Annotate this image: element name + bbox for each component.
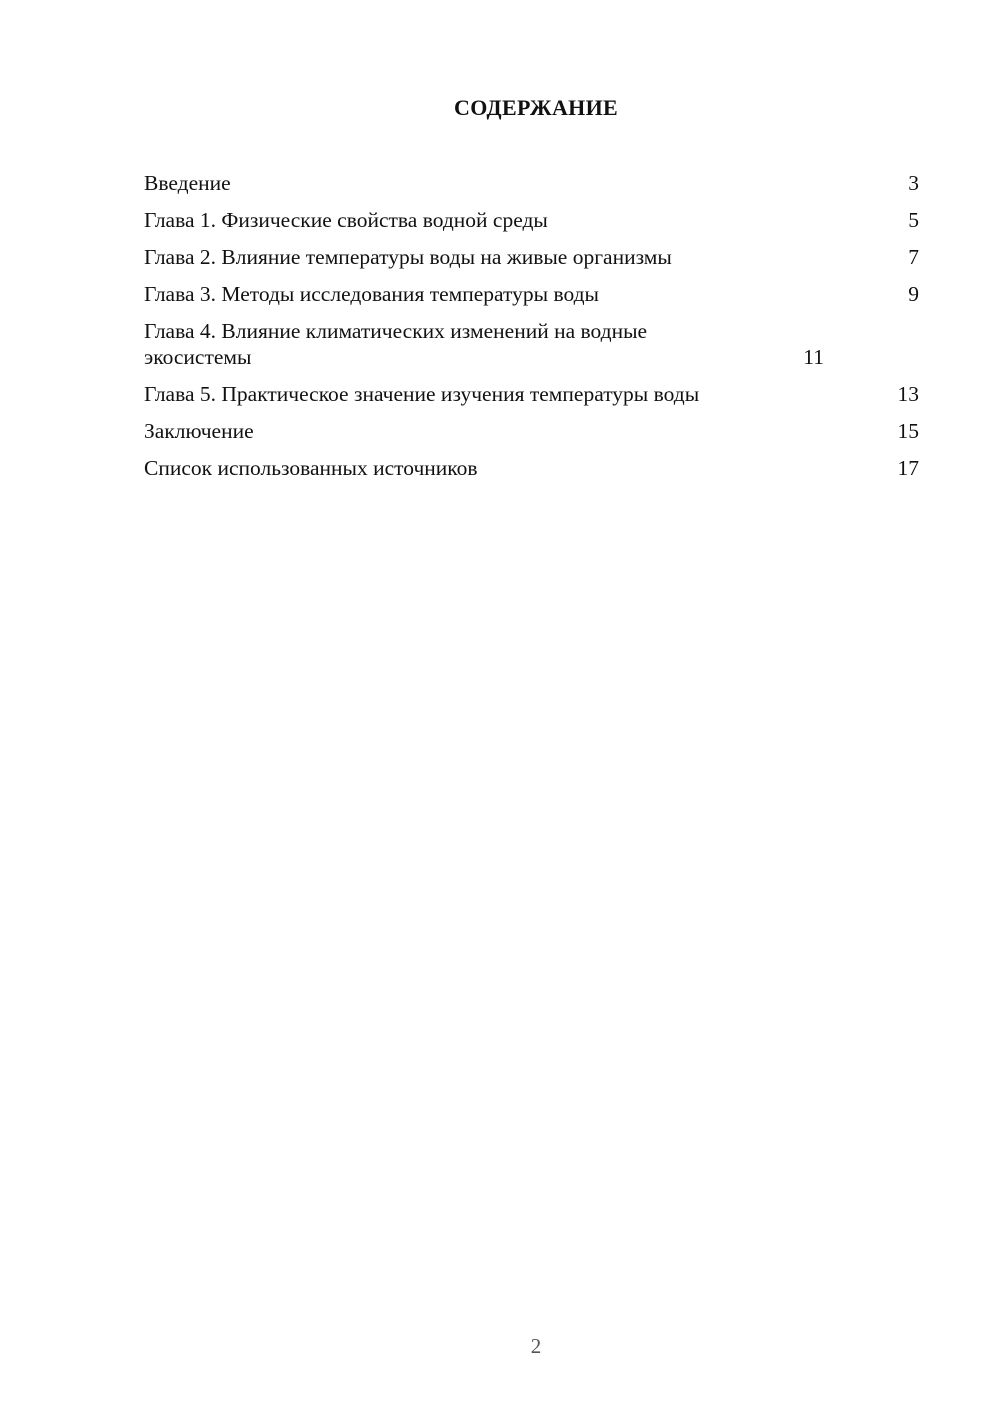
toc-entry[interactable] <box>144 318 919 370</box>
toc-entry[interactable] <box>144 170 919 196</box>
toc-entry-text: Глава 2. Влияние температуры воды на живые организмы <box>144 245 672 269</box>
toc-entry-page: 11 <box>803 345 824 369</box>
toc-entry[interactable] <box>144 207 919 233</box>
toc-entry[interactable] <box>144 281 919 307</box>
page-title: СОДЕРЖАНИЕ <box>454 95 618 120</box>
toc-entry-page: 13 <box>897 382 919 406</box>
toc-entry[interactable] <box>144 381 919 407</box>
table-of-contents <box>144 170 919 492</box>
toc-entry-text: Глава 3. Методы исследования температуры воды <box>144 282 599 306</box>
toc-entry[interactable] <box>144 244 919 270</box>
toc-entry-page: 7 <box>908 245 919 269</box>
toc-entry-text: Введение <box>144 171 231 195</box>
toc-entry-page: 5 <box>908 208 919 232</box>
toc-entry-text: Список использованных источников <box>144 456 478 480</box>
toc-entry-page: 15 <box>897 419 919 443</box>
toc-entry-page: 9 <box>908 282 919 306</box>
toc-entry[interactable] <box>144 418 919 444</box>
toc-entry-text: Глава 5. Практическое значение изучения температуры воды <box>144 382 700 406</box>
toc-entry-text: Заключение <box>144 419 254 443</box>
toc-entry-text: Глава 4. Влияние климатических изменений на водные экосистемы <box>144 319 648 369</box>
page-number: 2 <box>530 1334 542 1358</box>
toc-entry-page: 17 <box>897 456 919 480</box>
toc-entry-text: Глава 1. Физические свойства водной среды <box>144 208 548 232</box>
toc-entry-page: 3 <box>908 171 919 195</box>
toc-entry[interactable] <box>144 455 919 481</box>
